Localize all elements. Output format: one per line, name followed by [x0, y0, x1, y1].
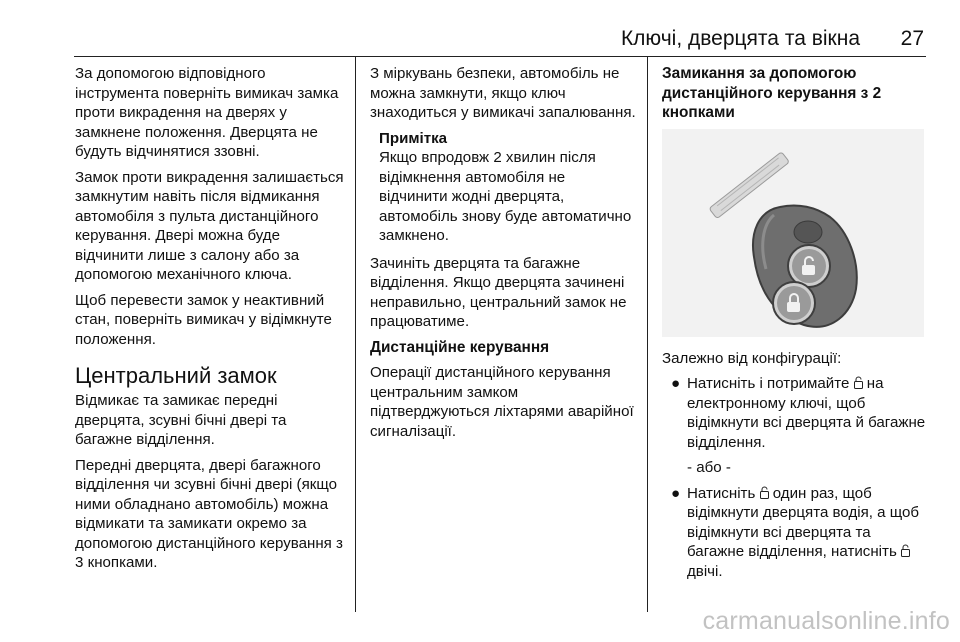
key-fob-illustration — [662, 129, 924, 337]
unlock-options-list — [662, 374, 928, 452]
bullet2-text-c: двічі. — [687, 562, 723, 580]
note-title: Примітка — [379, 129, 448, 147]
watermark: carmanualsonline.info — [702, 607, 950, 635]
column-3 — [662, 64, 928, 587]
close-doors-instruction: Зачиніть дверцята та багажне відділення. Якщо дверцята зачинені неправильно, центральний замок не працюватиме. — [370, 254, 627, 330]
two-button-remote-heading: Замикання за допомогою дистанційного керування з 2 кнопками — [662, 65, 882, 121]
remote-control-heading: Дистанційне керування — [370, 338, 550, 356]
column-divider-1 — [355, 56, 356, 612]
bullet2-text-b: один раз, щоб відімкнути дверцята водія, а щоб відімкнути всі дверцята та багажне відділення, натисніть — [687, 484, 920, 560]
list-item — [662, 374, 928, 452]
column-divider-2 — [647, 56, 648, 612]
bullet1-text-b: на електронному ключі, щоб відімкнути всі дверцята й багажне відділення. — [687, 375, 926, 451]
anti-theft-remains-locked: Замок проти викрадення залишається замкнутим навіть після відмикання автомобіля з пульта дистанційного керування. Двері можна буде відчинити лише з салону або за допомогою механічного ключа. — [75, 168, 344, 283]
page-number: 27 — [900, 27, 924, 50]
unlock-options-list-2 — [662, 484, 928, 582]
unlock-button-icon — [854, 376, 863, 389]
bullet2-text-a: Натисніть — [687, 484, 756, 502]
column-2 — [370, 64, 636, 447]
central-lock-description: Відмикає та замикає передні дверцята, зсувні бічні двері та багажне відділення. — [75, 392, 287, 448]
page-header — [0, 0, 960, 56]
header-title: Ключі, дверцята та вікна — [620, 27, 860, 50]
configuration-intro: Залежно від конфігурації: — [662, 349, 842, 367]
or-separator: - або - — [687, 459, 731, 476]
note-box — [379, 129, 636, 246]
list-item — [662, 484, 928, 582]
anti-theft-deactivate: Щоб перевести замок у неактивний стан, поверніть вимикач у відімкнуте положення. — [75, 291, 332, 348]
anti-theft-instruction: За допомогою відповідного інструмента поверніть вимикач замка проти викрадення на дверях у замкнене положення. Дверцята не будуть відчинятися ззовні. — [75, 65, 339, 160]
key-fob-icon — [662, 129, 924, 337]
note-text: Якщо впродовж 2 хвилин після відімкнення автомобіля не відчинити жодні дверцята, автомобіль знову буде автоматично замкнено. — [379, 149, 632, 244]
unlock-button-icon — [760, 486, 769, 499]
column-1 — [75, 64, 347, 579]
central-lock-separate: Передні дверцята, двері багажного відділення чи зсувні бічні двері (якщо ними обладнано автомобіль) можна відмикати та замикати окремо за допомогою дистанційного керування з 3 кнопками. — [75, 456, 343, 571]
bullet1-text-a: Натисніть і потримайте — [687, 375, 850, 392]
remote-control-description: Операції дистанційного керування центральним замком підтверджуються ліхтарями аварійної сигналізації. — [370, 364, 634, 440]
central-lock-heading: Центральний замок — [75, 363, 277, 388]
bullet-icon: ● — [671, 484, 681, 502]
header-rule — [74, 56, 926, 57]
safety-note-ignition: З міркувань безпеки, автомобіль не можна замкнути, якщо ключ знаходиться у вимикачі запалювання. — [370, 65, 636, 121]
unlock-button-icon — [901, 544, 910, 557]
bullet-icon: ● — [671, 375, 681, 392]
